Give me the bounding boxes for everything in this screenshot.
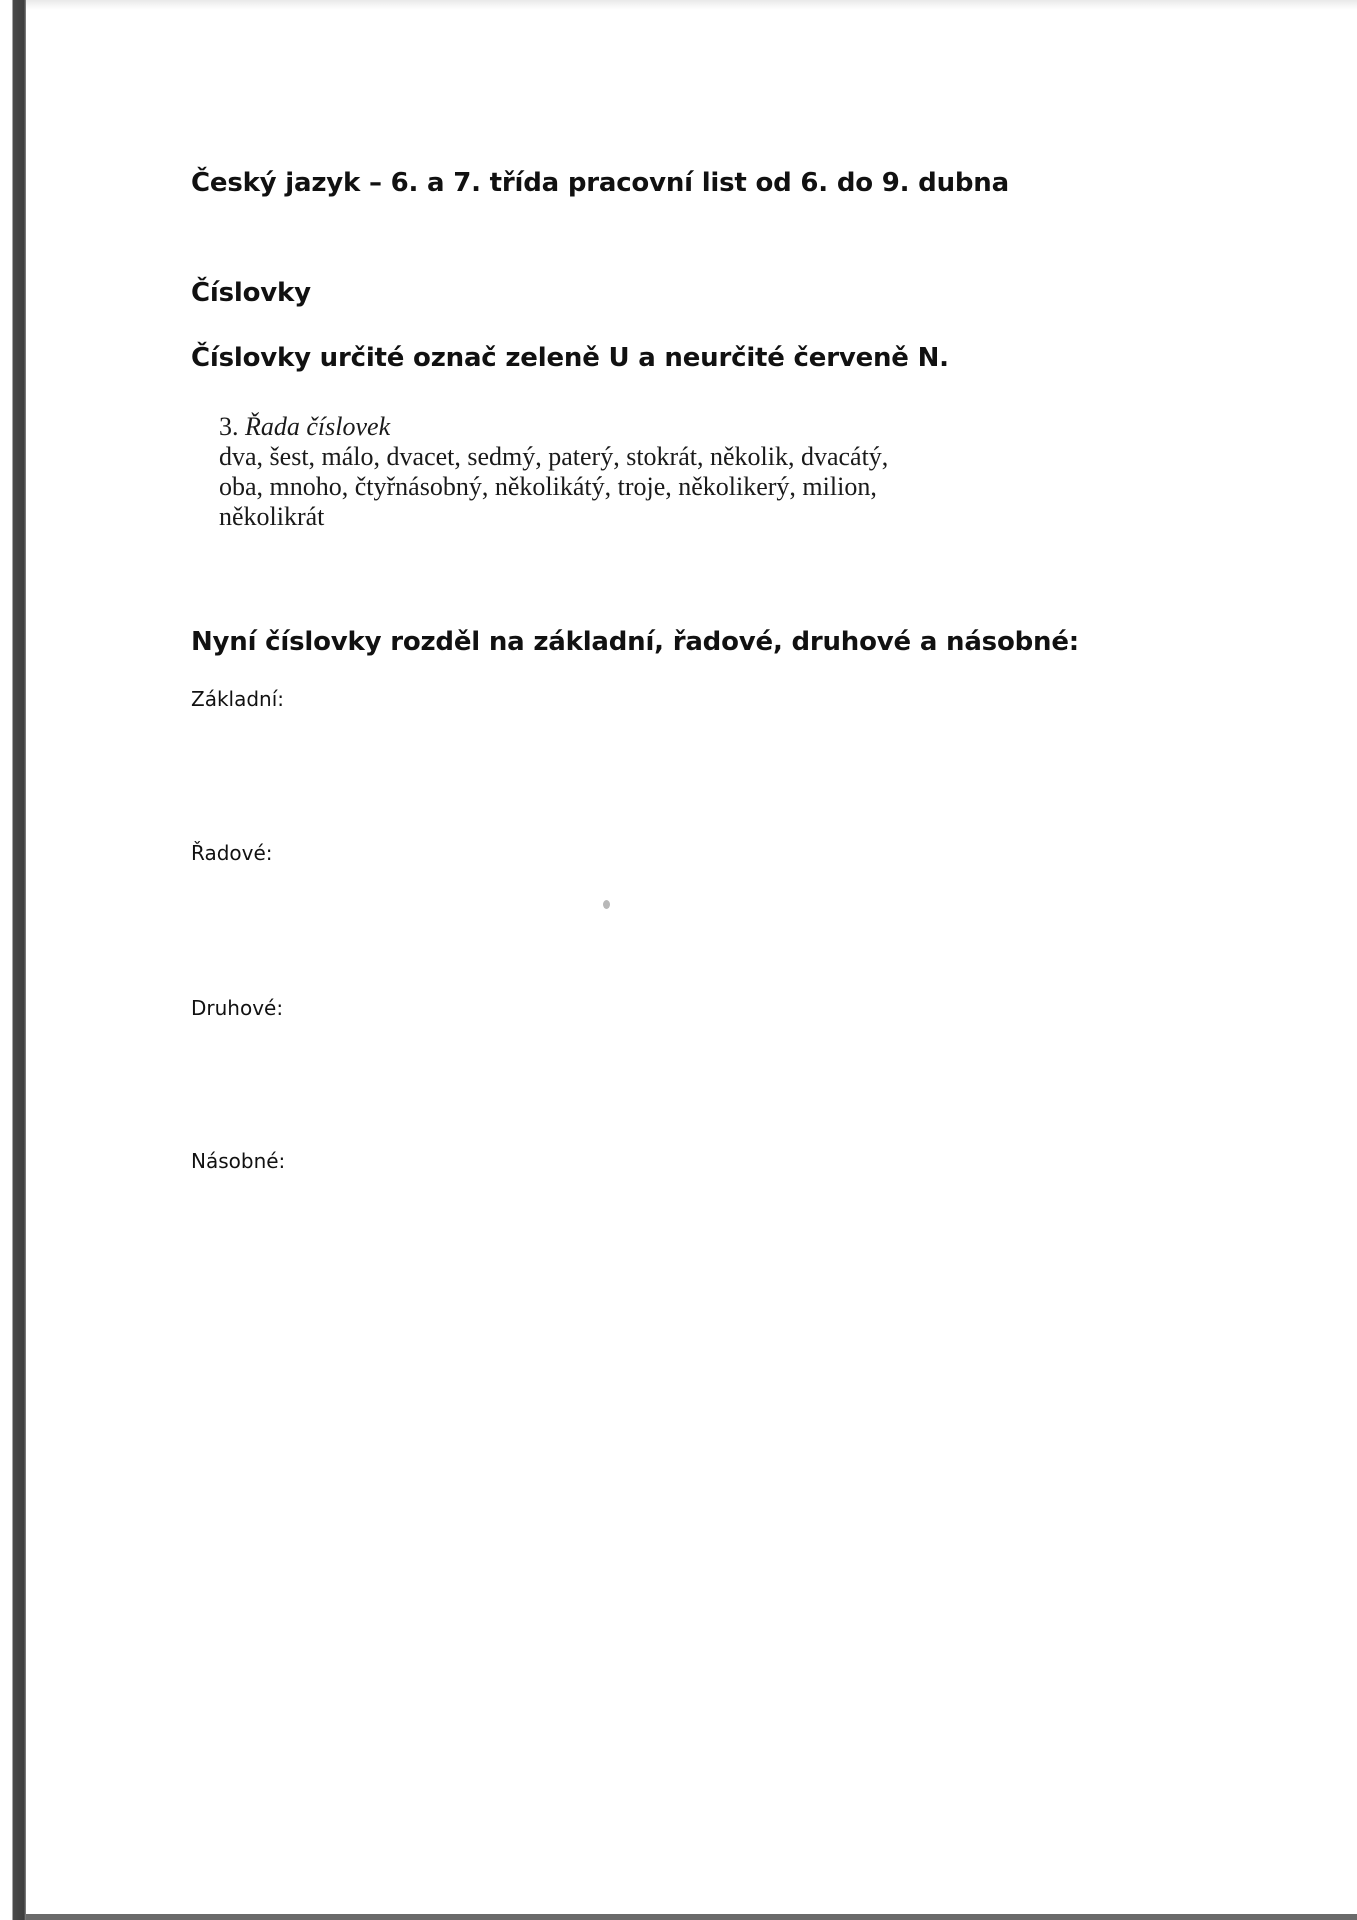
scan-edge-bottom (26, 1914, 1357, 1920)
worksheet-title: Český jazyk – 6. a 7. třída pracovní list od 6. do 9. dubna (191, 168, 1009, 198)
exercise-heading (219, 412, 1039, 442)
exercise-title: Řada číslovek (245, 412, 391, 441)
scan-edge-left (0, 0, 26, 1920)
category-label-nasobne: Násobné: (191, 1149, 286, 1173)
exercise-number: 3. (219, 412, 239, 441)
task-instruction-mark: Číslovky určité označ zeleně U a neurčité červeně N. (191, 343, 949, 373)
exercise-line: několikrát (219, 502, 325, 531)
scan-edge-top (26, 0, 1357, 10)
category-label-radove: Řadové: (191, 841, 273, 865)
category-label-zakladni: Základní: (191, 687, 285, 711)
category-label-druhove: Druhové: (191, 996, 284, 1020)
task-instruction-sort: Nyní číslovky rozděl na základní, řadové, druhové a násobné: (191, 627, 1079, 657)
section-title: Číslovky (191, 278, 311, 308)
exercise-line: oba, mnoho, čtyřnásobný, několikátý, troje, několikerý, milion, (219, 472, 877, 501)
exercise-block (219, 412, 1039, 532)
scan-speck (603, 900, 610, 909)
exercise-line: dva, šest, málo, dvacet, sedmý, paterý, stokrát, několik, dvacátý, (219, 442, 889, 471)
